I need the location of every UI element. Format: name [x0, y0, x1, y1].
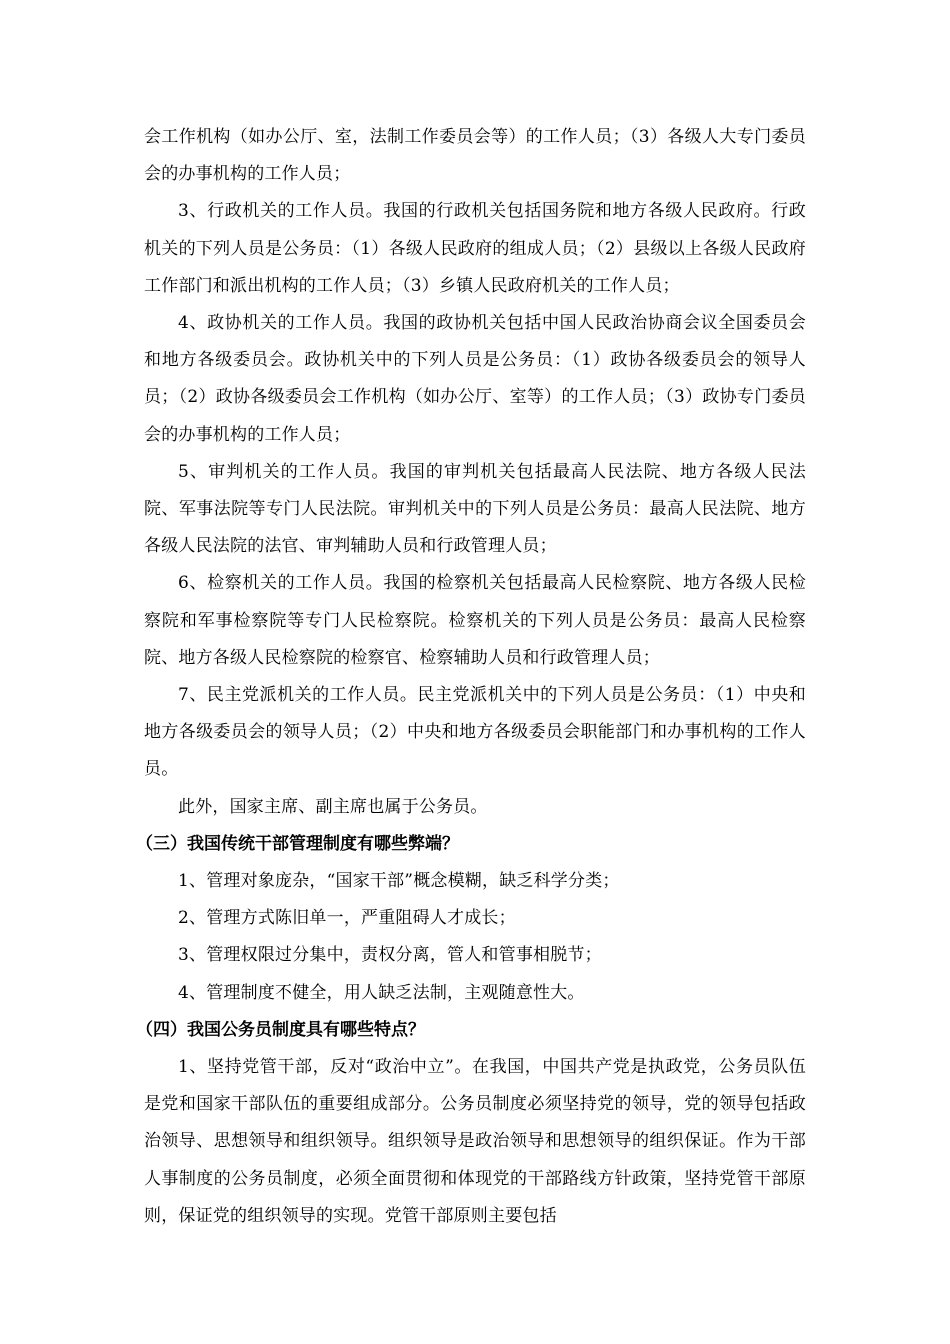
- paragraph-president: 此外，国家主席、副主席也属于公务员。: [178, 796, 488, 817]
- section-heading-4: （四）我国公务员制度具有哪些特点？: [136, 1019, 425, 1040]
- paragraph-procuratorial-organs: 6、检察机关的工作人员。我国的检察机关包括最高人民检察院、地方各级人民检察院和军事检察院等专门人民检察院。检察机关的下列人员是公务员：最高人民检察院、地方各级人民检察院的检察官、检察辅助人员和行政管理人员；: [144, 573, 806, 668]
- list-item-1: 1、管理对象庞杂，“国家干部”概念模糊，缺乏科学分类；: [178, 871, 620, 892]
- paragraph-judicial-organs: 5、审判机关的工作人员。我国的审判机关包括最高人民法院、地方各级人民法院、军事法院等专门人民法院。审判机关中的下列人员是公务员：最高人民法院、地方各级人民法院的法官、审判辅助人员和行政管理人员；: [144, 461, 806, 557]
- paragraph-cppcc-organs: 4、政协机关的工作人员。我国的政协机关包括中国人民政治协商会议全国委员会和地方各级委员会。政协机关中的下列人员是公务员：（1）政协各级委员会的领导人员；（2）政协各级委员会工作机构（如办公厅、室等）的工作人员；（3）政协专门委员会的办事机构的工作人员；: [144, 313, 806, 445]
- paragraph-administrative-organs: 3、行政机关的工作人员。我国的行政机关包括国务院和地方各级人民政府。行政机关的下列人员是公务员：（1）各级人民政府的组成人员；（2）县级以上各级人民政府工作部门和派出机构的工作人员；（3）乡镇人民政府机关的工作人员；: [144, 201, 806, 296]
- paragraph-continued: 会工作机构（如办公厅、室，法制工作委员会等）的工作人员；（3）各级人大专门委员会的办事机构的工作人员；: [144, 127, 806, 185]
- list-item-2: 2、管理方式陈旧单一，严重阻碍人才成长；: [178, 908, 516, 929]
- document-page: [136, 119, 806, 1235]
- section-heading-3: （三）我国传统干部管理制度有哪些弊端？: [136, 833, 459, 854]
- paragraph-party-leadership: 1、坚持党管干部，反对“政治中立”。在我国，中国共产党是执政党，公务员队伍是党和国家干部队伍的重要组成部分。公务员制度必须坚持党的领导，党的领导包括政治领导、思想领导和组织领导。组织领导是政治领导和思想领导的组织保证。作为干部人事制度的公务员制度，必须全面贯彻和体现党的干部路线方针政策，坚持党管干部原则，保证党的组织领导的实现。党管干部原则主要包括: [144, 1057, 806, 1226]
- list-item-3: 3、管理权限过分集中，责权分离，管人和管事相脱节；: [178, 945, 602, 966]
- paragraph-democratic-parties: 7、民主党派机关的工作人员。民主党派机关中的下列人员是公务员：（1）中央和地方各级委员会的领导人员；（2）中央和地方各级委员会职能部门和办事机构的工作人员。: [144, 685, 806, 780]
- list-item-4: 4、管理制度不健全，用人缺乏法制，主观随意性大。: [178, 982, 585, 1003]
